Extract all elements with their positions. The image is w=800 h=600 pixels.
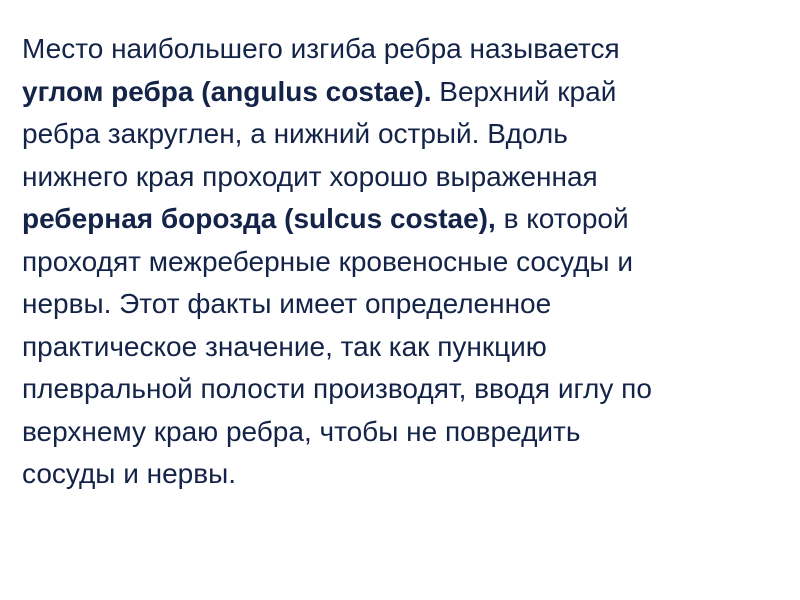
text-segment: Верхний край xyxy=(431,75,617,107)
text-segment: плевральной полости производят, вводя иглу по xyxy=(22,373,652,404)
term-angulus-costae: углом ребра (angulus costae). xyxy=(22,75,432,107)
text-segment: Место наибольшего изгиба ребра называется xyxy=(22,33,620,64)
text-line-11 xyxy=(22,453,782,496)
term-sulcus-costae: реберная борозда (sulcus costae), xyxy=(22,203,496,234)
body-text xyxy=(22,28,782,496)
text-line-10 xyxy=(22,411,782,454)
text-segment: нижнего края проходит хорошо выраженная xyxy=(22,160,598,192)
text-line-6 xyxy=(22,241,782,284)
text-segment: в которой xyxy=(495,203,629,234)
text-segment: ребра закруглен, а нижний острый. Вдоль xyxy=(22,118,568,149)
text-line-4 xyxy=(22,156,782,199)
text-line-2 xyxy=(22,71,782,114)
text-line-8 xyxy=(22,326,782,369)
text-line-7 xyxy=(22,283,782,326)
text-segment: сосуды и нервы. xyxy=(22,458,237,489)
text-segment: нервы. Этот факты имеет определенное xyxy=(22,288,552,319)
text-segment: практическое значение, так как пункцию xyxy=(22,330,547,362)
text-segment: верхнему краю ребра, чтобы не повредить xyxy=(22,415,581,447)
text-line-9 xyxy=(22,368,782,411)
text-line-1 xyxy=(22,28,782,71)
text-line-3 xyxy=(22,113,782,156)
text-segment: проходят межреберные кровеносные сосуды и xyxy=(22,245,633,277)
text-line-5 xyxy=(22,198,782,241)
